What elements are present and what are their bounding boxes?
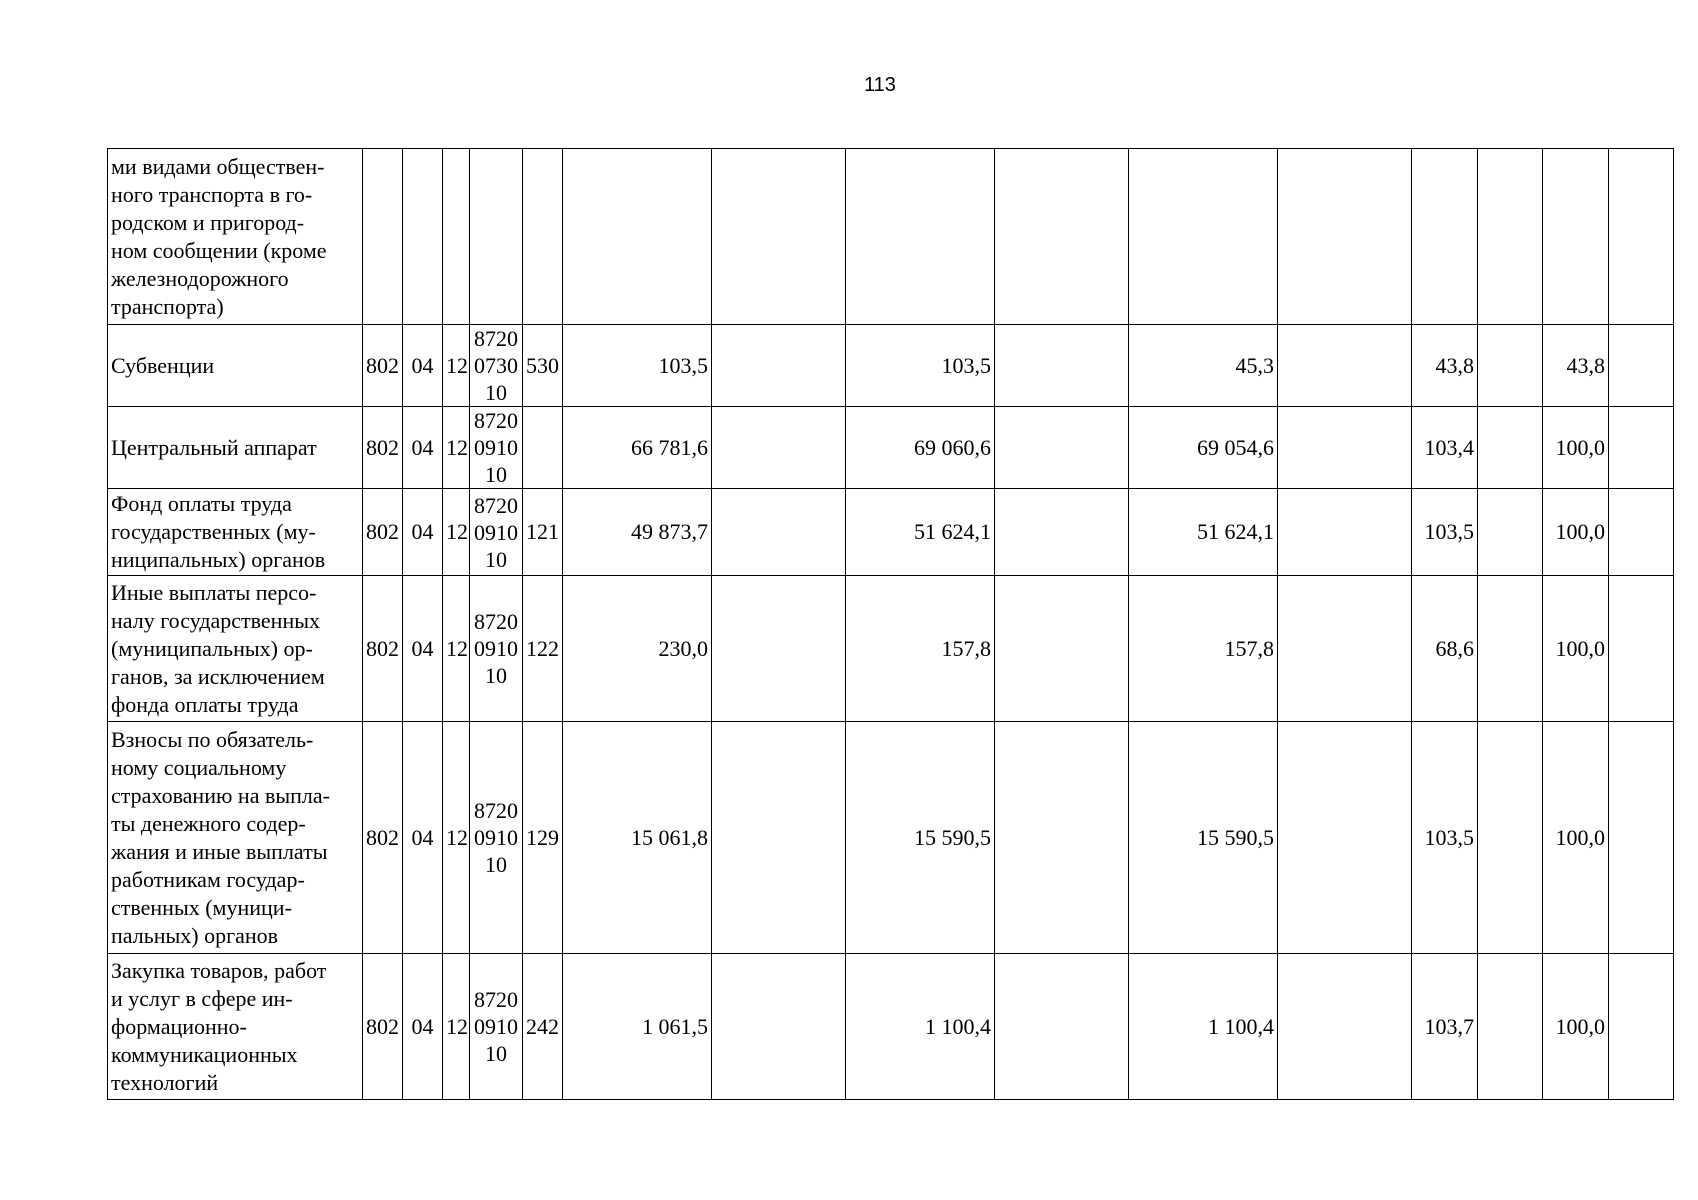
value-approved: 103,5 [563, 325, 712, 407]
target-article-code-part: 0910 [474, 825, 518, 850]
target-article-code [470, 149, 523, 325]
subsection-code: 12 [443, 407, 470, 489]
empty-cell [1478, 954, 1543, 1100]
value-executed: 157,8 [1129, 576, 1278, 722]
row-name: Закупка товаров, работ и услуг в сфере ин- формационно- коммуникационных технологий [111, 957, 327, 1095]
empty-cell [1278, 149, 1412, 325]
target-article-code-part: 0730 [474, 353, 518, 378]
empty-cell [1609, 407, 1674, 489]
empty-cell [1609, 149, 1674, 325]
empty-cell [712, 489, 846, 576]
grbs-code: 802 [363, 722, 403, 954]
value-executed: 15 590,5 [1129, 722, 1278, 954]
subsection-code: 12 [443, 325, 470, 407]
empty-cell [1478, 149, 1543, 325]
empty-cell [712, 576, 846, 722]
target-article-code-part: 10 [485, 380, 507, 405]
empty-cell [1278, 489, 1412, 576]
target-article-code-part: 8720 [474, 987, 518, 1012]
row-name-cell [108, 576, 363, 722]
page-number: 113 [864, 74, 896, 96]
expense-type-code [523, 407, 563, 489]
target-article-code-part: 10 [485, 546, 507, 572]
percent-to-approved [1412, 149, 1478, 325]
empty-cell [995, 954, 1129, 1100]
target-article-code [470, 325, 523, 407]
subsection-code: 12 [443, 954, 470, 1100]
empty-cell [712, 954, 846, 1100]
grbs-code: 802 [363, 954, 403, 1100]
percent-to-revised: 100,0 [1543, 407, 1609, 489]
value-executed [1129, 149, 1278, 325]
value-approved: 15 061,8 [563, 722, 712, 954]
value-executed: 1 100,4 [1129, 954, 1278, 1100]
grbs-code: 802 [363, 489, 403, 576]
expense-type-code: 530 [523, 325, 563, 407]
target-article-code [470, 407, 523, 489]
empty-cell [1609, 489, 1674, 576]
target-article-code-part: 0910 [474, 636, 518, 661]
target-article-code-part: 10 [485, 852, 507, 877]
value-revised: 157,8 [846, 576, 995, 722]
empty-cell [1609, 576, 1674, 722]
empty-cell [995, 325, 1129, 407]
row-name-cell [108, 149, 363, 325]
row-name: Иные выплаты персо- налу государственных (муниципальных) ор- ганов, за исключением фонда оплаты труда [111, 579, 325, 717]
percent-to-revised: 100,0 [1543, 576, 1609, 722]
target-article-code [470, 489, 523, 576]
empty-cell [1609, 325, 1674, 407]
target-article-code-part: 8720 [474, 408, 518, 433]
percent-to-approved: 68,6 [1412, 576, 1478, 722]
row-name-cell [108, 722, 363, 954]
percent-to-approved: 103,7 [1412, 954, 1478, 1100]
row-name: ми видами обществен- ного транспорта в го- родском и пригород- ном сообщении (кроме железнодорожного транспорта) [111, 153, 327, 319]
empty-cell [995, 489, 1129, 576]
value-revised: 15 590,5 [846, 722, 995, 954]
value-revised: 69 060,6 [846, 407, 995, 489]
empty-cell [995, 576, 1129, 722]
target-article-code [470, 954, 523, 1100]
value-approved: 66 781,6 [563, 407, 712, 489]
grbs-code: 802 [363, 407, 403, 489]
empty-cell [1609, 954, 1674, 1100]
table-row [108, 149, 1674, 325]
empty-cell [1478, 722, 1543, 954]
expense-type-code: 122 [523, 576, 563, 722]
percent-to-approved: 103,4 [1412, 407, 1478, 489]
table-row [108, 325, 1674, 407]
row-name: Центральный аппарат [111, 434, 317, 460]
expense-type-code: 129 [523, 722, 563, 954]
grbs-code: 802 [363, 576, 403, 722]
section-code: 04 [403, 722, 443, 954]
budget-table [107, 148, 1674, 1100]
target-article-code-part: 8720 [474, 609, 518, 634]
percent-to-approved: 103,5 [1412, 489, 1478, 576]
expense-type-code: 242 [523, 954, 563, 1100]
value-executed: 51 624,1 [1129, 489, 1278, 576]
target-article-code-part: 0910 [474, 1014, 518, 1039]
empty-cell [712, 325, 846, 407]
empty-cell [1278, 722, 1412, 954]
row-name-cell [108, 407, 363, 489]
value-revised [846, 149, 995, 325]
percent-to-revised: 100,0 [1543, 489, 1609, 576]
value-executed: 45,3 [1129, 325, 1278, 407]
target-article-code-part: 10 [485, 1041, 507, 1066]
row-name-cell [108, 325, 363, 407]
target-article-code [470, 722, 523, 954]
table-row [108, 722, 1674, 954]
empty-cell [995, 149, 1129, 325]
empty-cell [1478, 407, 1543, 489]
value-executed: 69 054,6 [1129, 407, 1278, 489]
table-row [108, 576, 1674, 722]
expense-type-code: 121 [523, 489, 563, 576]
row-name: Взносы по обязатель- ному социальному страхованию на выпла- ты денежного содер- жания и иные выплаты работникам государ- ственных (муници- пальных) органов [111, 726, 330, 948]
target-article-code-part: 10 [485, 462, 507, 487]
value-approved [563, 149, 712, 325]
table-row [108, 489, 1674, 576]
value-approved: 1 061,5 [563, 954, 712, 1100]
target-article-code-part: 8720 [474, 492, 518, 518]
subsection-code: 12 [443, 489, 470, 576]
empty-cell [995, 407, 1129, 489]
target-article-code-part: 8720 [474, 326, 518, 351]
subsection-code: 12 [443, 576, 470, 722]
section-code: 04 [403, 954, 443, 1100]
target-article-code-part: 0910 [474, 519, 518, 545]
percent-to-approved: 43,8 [1412, 325, 1478, 407]
subsection-code: 12 [443, 722, 470, 954]
target-article-code-part: 8720 [474, 798, 518, 823]
value-revised: 103,5 [846, 325, 995, 407]
value-revised: 51 624,1 [846, 489, 995, 576]
subsection-code [443, 149, 470, 325]
section-code: 04 [403, 325, 443, 407]
expense-type-code [523, 149, 563, 325]
value-approved: 230,0 [563, 576, 712, 722]
empty-cell [1278, 954, 1412, 1100]
table-row [108, 954, 1674, 1100]
section-code: 04 [403, 576, 443, 722]
grbs-code [363, 149, 403, 325]
empty-cell [1278, 576, 1412, 722]
target-article-code [470, 576, 523, 722]
percent-to-revised: 100,0 [1543, 954, 1609, 1100]
percent-to-revised: 43,8 [1543, 325, 1609, 407]
section-code: 04 [403, 407, 443, 489]
empty-cell [712, 149, 846, 325]
value-revised: 1 100,4 [846, 954, 995, 1100]
percent-to-revised: 100,0 [1543, 722, 1609, 954]
row-name-cell [108, 954, 363, 1100]
empty-cell [1609, 722, 1674, 954]
empty-cell [1478, 576, 1543, 722]
empty-cell [1478, 325, 1543, 407]
section-code: 04 [403, 489, 443, 576]
empty-cell [995, 722, 1129, 954]
grbs-code: 802 [363, 325, 403, 407]
row-name: Фонд оплаты труда государственных (му- ниципальных) органов [111, 491, 326, 572]
percent-to-approved: 103,5 [1412, 722, 1478, 954]
section-code [403, 149, 443, 325]
empty-cell [1278, 325, 1412, 407]
target-article-code-part: 10 [485, 663, 507, 688]
target-article-code-part: 0910 [474, 435, 518, 460]
empty-cell [1478, 489, 1543, 576]
value-approved: 49 873,7 [563, 489, 712, 576]
row-name-cell [108, 489, 363, 576]
percent-to-revised [1543, 149, 1609, 325]
empty-cell [712, 722, 846, 954]
table-row [108, 407, 1674, 489]
empty-cell [712, 407, 846, 489]
empty-cell [1278, 407, 1412, 489]
row-name: Субвенции [111, 352, 215, 378]
